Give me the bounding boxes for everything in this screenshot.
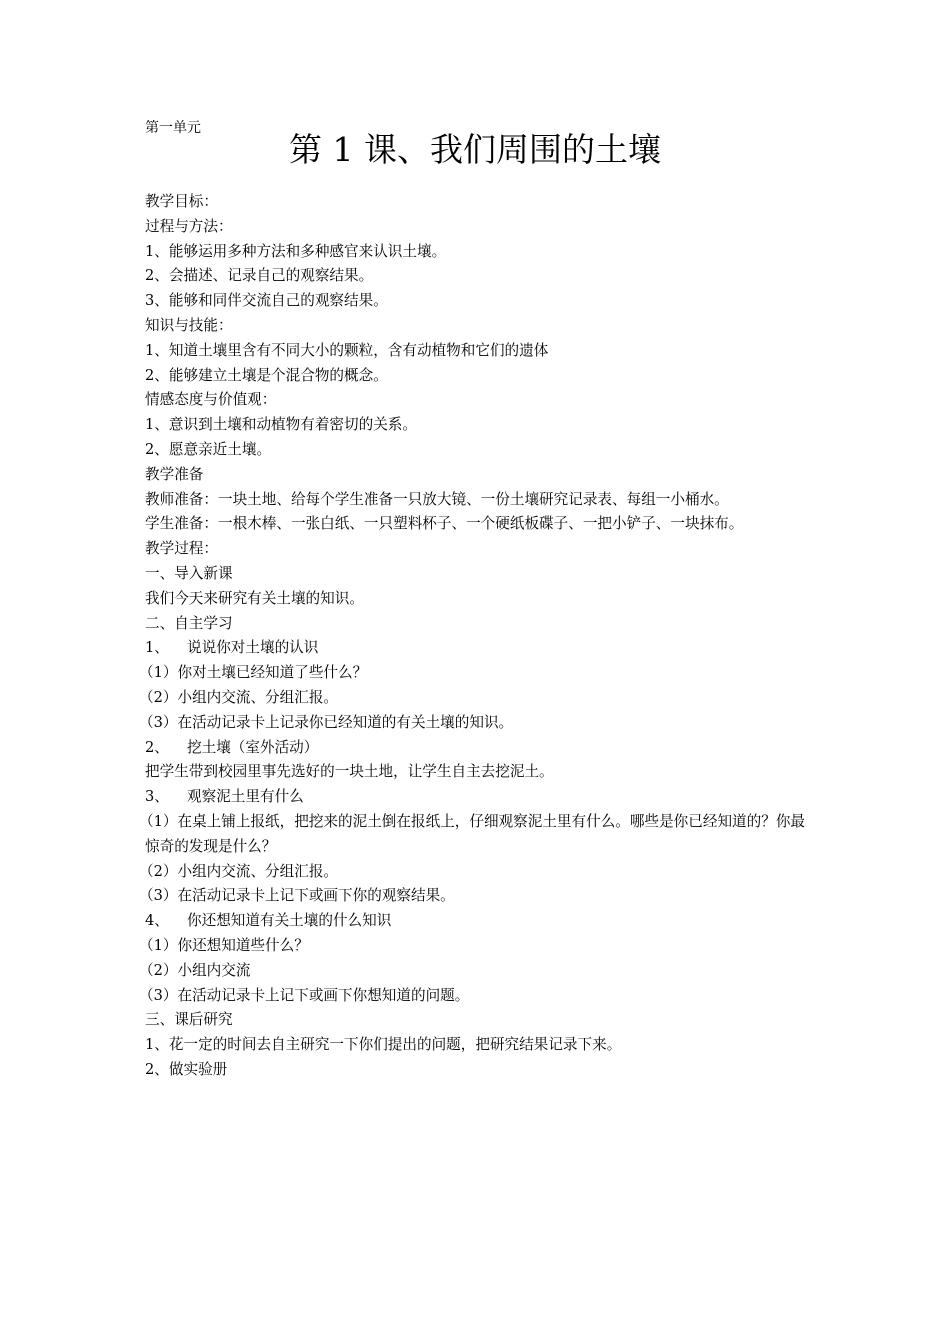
process-method-item: 2、会描述、记录自己的观察结果。 — [145, 267, 374, 285]
step4-item: （1）你还想知道些什么？ — [139, 936, 309, 954]
knowledge-heading: 知识与技能： — [145, 316, 233, 334]
step-number: 2、 — [145, 738, 169, 756]
process-method-heading: 过程与方法： — [145, 217, 233, 235]
attitude-heading: 情感态度与价值观： — [145, 391, 277, 409]
part2-heading: 二、自主学习 — [145, 614, 233, 632]
step-title: 挖土壤（室外活动） — [187, 738, 319, 756]
step-title: 你还想知道有关土壤的什么知识 — [187, 912, 392, 930]
step-title: 观察泥土里有什么 — [187, 788, 304, 806]
step-title: 说说你对土壤的认识 — [187, 639, 319, 657]
lesson-body — [139, 190, 815, 1083]
part1-text: 我们今天来研究有关土壤的知识。 — [145, 589, 364, 607]
part3-item: 1、花一定的时间去自主研究一下你们提出的问题，把研究结果记录下来。 — [145, 1036, 622, 1054]
unit-label: 第一单元 — [145, 120, 201, 136]
part3-item: 2、做实验册 — [145, 1060, 228, 1078]
step3-item: （3）在活动记录卡上记下或画下你的观察结果。 — [139, 887, 455, 905]
prep-heading: 教学准备 — [145, 465, 204, 483]
step-number: 1、 — [145, 639, 169, 657]
goals-heading: 教学目标： — [145, 193, 218, 210]
step1-heading — [145, 636, 815, 661]
step3-heading — [145, 785, 815, 810]
step-number: 4、 — [145, 912, 169, 930]
step3-item: （1）在桌上铺上报纸，把挖来的泥土倒在报纸上，仔细观察泥土里有什么。哪些是你已经知道的？你最惊奇的发现是什么？ — [139, 812, 806, 855]
attitude-item: 2、愿意亲近土壤。 — [145, 440, 272, 458]
step3-item: （2）小组内交流、分组汇报。 — [139, 862, 339, 880]
knowledge-item: 2、能够建立土壤是个混合物的概念。 — [145, 366, 388, 384]
teacher-prep: 教师准备：一块土地、给每个学生准备一只放大镜、一份土壤研究记录表、每组一小桶水。 — [145, 490, 729, 508]
student-prep: 学生准备：一根木棒、一张白纸、一只塑料杯子、一个硬纸板碟子、一把小铲子、一块抹布。 — [145, 515, 744, 533]
step1-item: （1）你对土壤已经知道了些什么？ — [139, 664, 368, 682]
step1-item: （3）在活动记录卡上记录你已经知道的有关土壤的知识。 — [139, 713, 514, 731]
part3-heading: 三、课后研究 — [145, 1011, 233, 1029]
step1-item: （2）小组内交流、分组汇报。 — [139, 688, 339, 706]
step4-heading — [145, 909, 815, 934]
step4-item: （3）在活动记录卡上记下或画下你想知道的问题。 — [139, 986, 470, 1004]
step4-item: （2）小组内交流 — [139, 961, 251, 979]
step2-text: 把学生带到校园里事先选好的一块土地，让学生自主去挖泥土。 — [145, 763, 554, 781]
step-number: 3、 — [145, 788, 169, 806]
attitude-item: 1、意识到土壤和动植物有着密切的关系。 — [145, 416, 417, 434]
page-title: 第 1 课、我们周围的土壤 — [289, 130, 661, 169]
step2-heading — [145, 736, 815, 761]
procedure-heading: 教学过程： — [145, 540, 218, 558]
knowledge-item: 1、知道土壤里含有不同大小的颗粒，含有动植物和它们的遗体 — [145, 341, 549, 359]
process-method-item: 1、能够运用多种方法和多种感官来认识土壤。 — [145, 242, 447, 260]
part1-heading: 一、导入新课 — [145, 564, 233, 582]
process-method-item: 3、能够和同伴交流自己的观察结果。 — [145, 292, 388, 310]
